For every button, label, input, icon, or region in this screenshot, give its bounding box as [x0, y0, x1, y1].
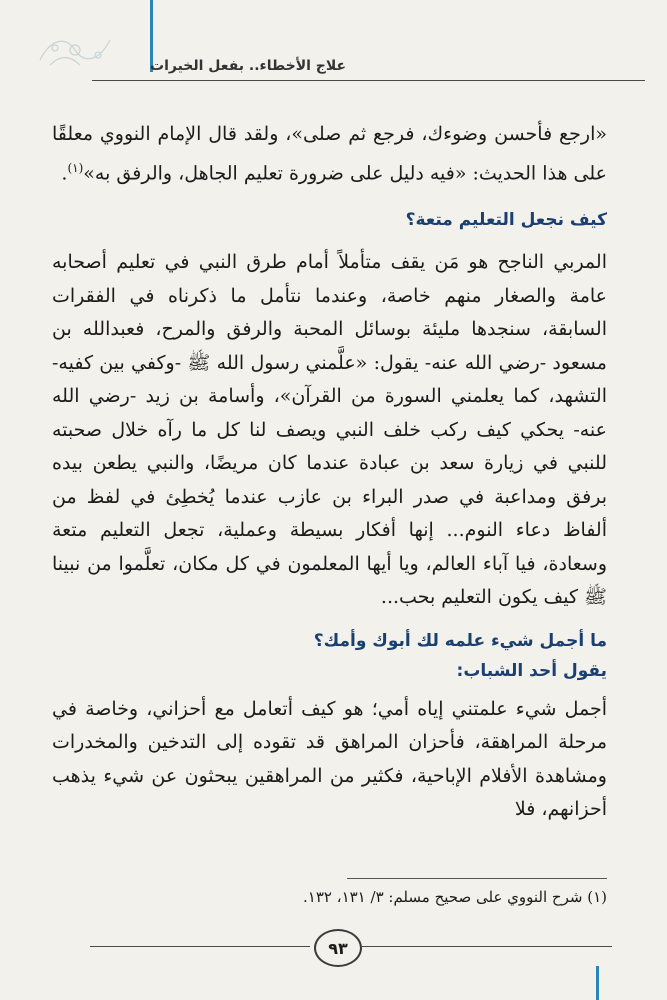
footnote: (١) شرح النووي على صحيح مسلم: ٣/ ١٣١، ١٣٢.	[303, 888, 607, 906]
paragraph-1-text: «ارجع فأحسن وضوءك، فرجع ثم صلى»، ولقد قال الإمام النووي معلقًا على هذا الحديث: «فيه دليل على ضرورة تعليم الجاهل، والرفق به»	[52, 123, 607, 184]
footer-rule-right	[362, 946, 612, 947]
floral-ornament-icon	[30, 20, 120, 80]
page-number: ٩٣	[314, 929, 362, 967]
running-header: علاج الأخطاء.. بفعل الخيرات	[150, 58, 347, 74]
footnote-ref: (١)	[67, 160, 84, 175]
footer-rule-left	[90, 946, 310, 947]
footnote-rule	[347, 878, 607, 879]
section-heading-3: يقول أحد الشباب:	[456, 660, 607, 681]
paragraph-2: المربي الناجح هو مَن يقف متأملاً أمام طرق النبي في تعليم أصحابه عامة والصغار منهم خاصة، وعندما نتأمل ما ذكرناه في الفقرات السابقة، سنجدها مليئة بوسائل المحبة والرفق والمرح، فعبدالله بن مسعود -رضي الله عنه- يقول: «علَّمني رسول الله ﷺ -وكفي بين كفيه- التشهد، كما يعلمني السورة من القرآن»، وأسامة بن زيد -رضي الله عنه- يحكي كيف ركب خلف النبي ويصف لنا كل ما رآه خلال صحبته للنبي في زيارة سعد بن عبادة عندما كان مريضًا، والنبي يطعن بيده برفق ومداعبة في صدر البراء بن عازب عندما يُخطِئ في لفظ من ألفاظ دعاء النوم... إنها أفكار بسيطة وعملية، تجعل التعليم متعة وسعادة، فيا آباء العالم، ويا أيها المعلمون في كل مكان، تعلَّموا من نبينا ﷺ كيف يكون التعليم بحب...	[52, 251, 607, 609]
page-body	[52, 118, 607, 827]
paragraph-1	[52, 118, 607, 190]
bottom-accent-line	[596, 966, 599, 1000]
paragraph-1-end: .	[61, 161, 68, 184]
section-heading-1: كيف نجعل التعليم متعة؟	[405, 210, 607, 231]
paragraph-3: أجمل شيء علمتني إياه أمي؛ هو كيف أتعامل مع أحزاني، وخاصة في مرحلة المراهقة، فأحزان المراهق قد تقوده إلى التدخين والمخدرات ومشاهدة الأفلام الإباحية، فكثير من المراهقين يبحثون عن شيء يذهب أحزانهم، فلا	[52, 697, 607, 821]
section-heading-2: ما أجمل شيء علمه لك أبوك وأمك؟	[313, 630, 607, 651]
header-rule	[92, 80, 645, 81]
